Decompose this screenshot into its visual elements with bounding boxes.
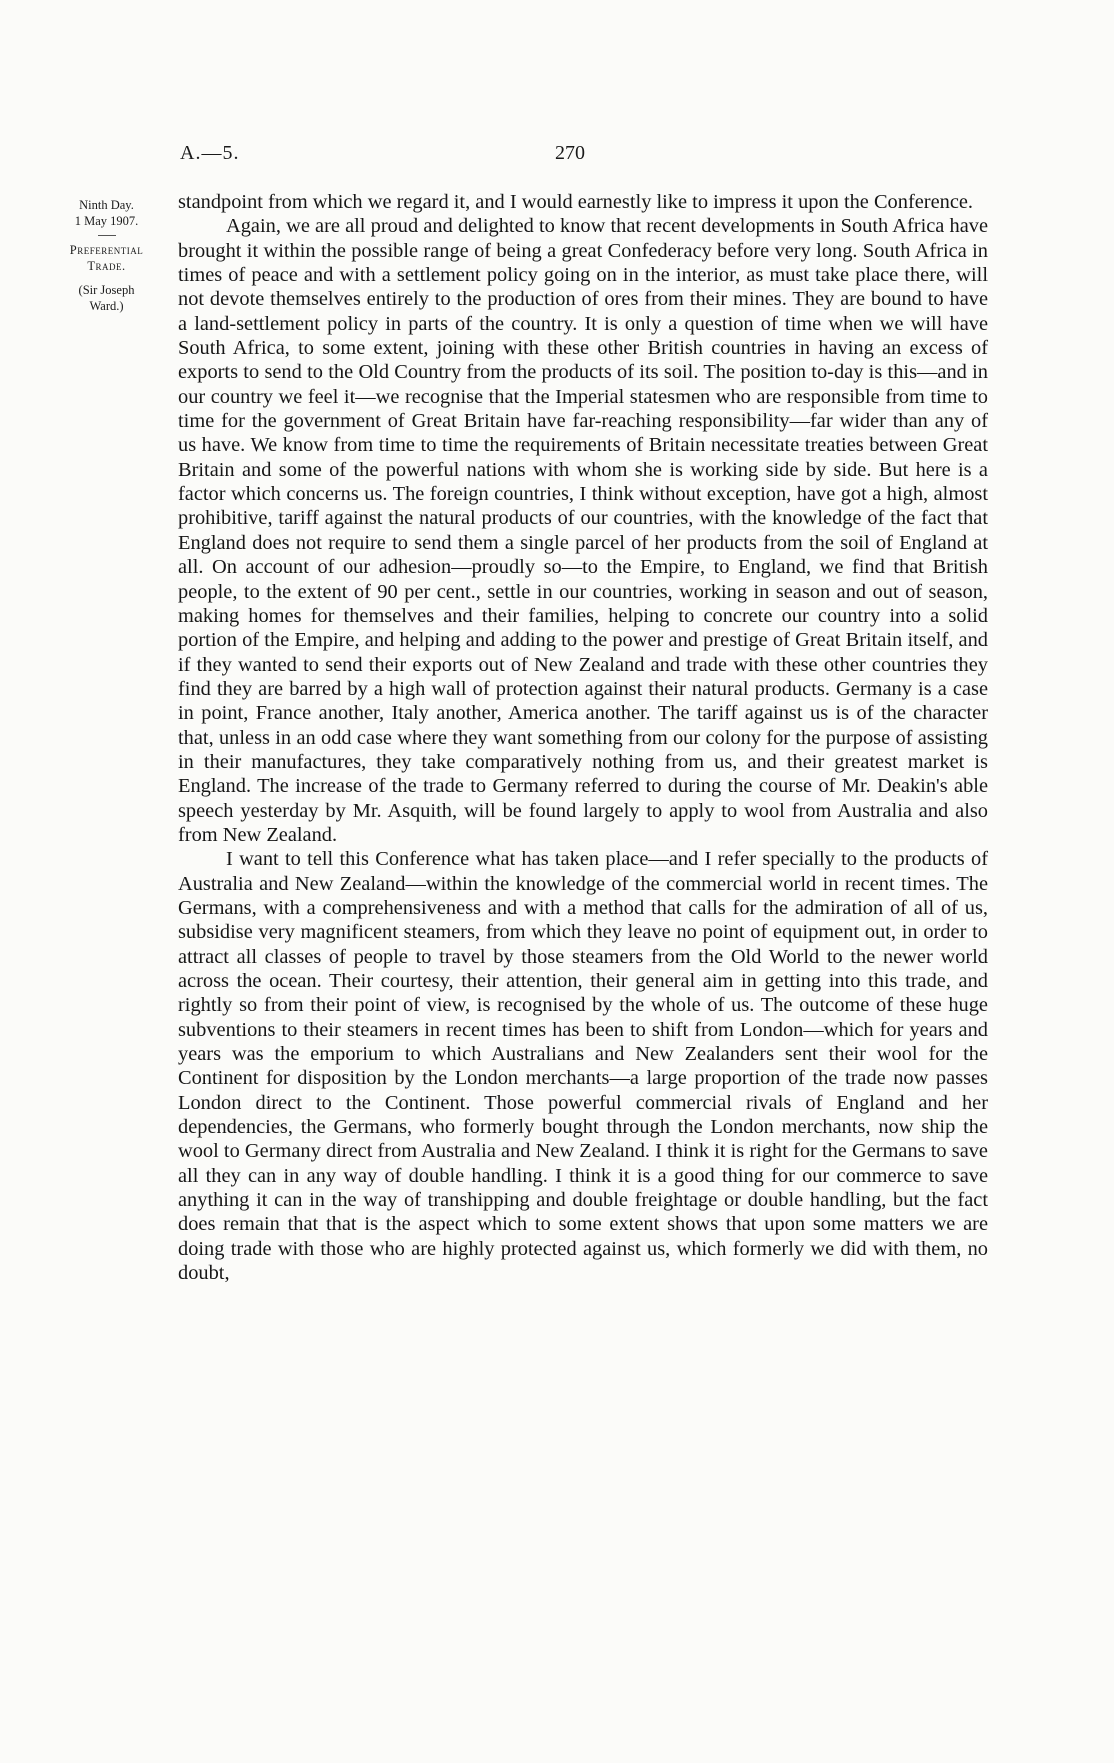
paragraph: I want to tell this Conference what has taken place—and I refer specially to the products of Australia and New Zealand—within the knowledge of the commercial world in recent times. The Germans, with a comprehensiveness and with a method that calls for the admiration of all of us, subsidise very magnificent steamers, from which they leave no point of equipment out, in order to attract all classes of people to travel by those steamers from the Old World to the newer world across the ocean. Their courtesy, their attention, their general aim in getting into this trade, and rightly so from their point of view, is recognised by the whole of us. The outcome of these huge subventions to their steamers in recent times has been to shift from London—which for years and years was the emporium to which Australians and New Zealanders sent their wool for the Continent for disposition by the London merchants—a large proportion of the trade now passes London direct to the Continent. Those powerful commercial rivals of England and her dependencies, the Germans, who formerly bought through the London merchants, now ship the wool to Germany direct from Australia and New Zealand. I think it is right for the Germans to save all they can in any way of double handling. I think it is a good thing for our commerce to save anything it can in the way of transhipping and double freightage or double handling, but the fact does remain that that is the aspect which to some extent shows that upon some matters we are doing trade with those who are highly protected against us, which formerly we did with them, no doubt, xyxy=(178,848,988,1285)
margin-subject-line2: Trade. xyxy=(87,259,126,273)
paragraph: standpoint from which we regard it, and I would earnestly like to impress it upon the Conference. xyxy=(178,191,974,213)
margin-day: Ninth Day. xyxy=(79,198,134,212)
margin-speaker-line2: Ward.) xyxy=(89,299,124,313)
margin-note xyxy=(44,197,169,314)
margin-divider xyxy=(98,235,116,236)
body-text xyxy=(178,190,988,1285)
page-number: 270 xyxy=(555,142,585,164)
page-header xyxy=(0,142,1114,172)
document-reference: A.—5. xyxy=(180,142,240,164)
margin-speaker-line1: (Sir Joseph xyxy=(78,283,135,297)
margin-date: 1 May 1907. xyxy=(74,214,139,228)
paragraph: Again, we are all proud and delighted to know that recent developments in South Africa have brought it within the possible range of being a great Confederacy before very long. South Africa in times of peace and with a settlement policy going on in the interior, as must take place there, will not devote themselves entirely to the production of ores from their mines. They are bound to have a land-settlement policy in parts of the country. It is only a question of time when we will have South Africa, to some extent, joining with these other British countries in having an excess of exports to send to the Old Country from the products of its soil. The position to-day is this—and in our country we feel it—we recognise that the Imperial statesmen who are responsible from time to time for the government of Great Britain have far-reaching responsibility—far wider than any of us have. We know from time to time the requirements of Britain necessitate treaties between Great Britain and some of the powerful nations with whom she is working side by side. But here is a factor which concerns us. The foreign countries, I think without exception, have got a high, almost prohibitive, tariff against the natural products of our countries, with the knowledge of the fact that England does not require to send them a single parcel of her products from the soil of England at all. On account of our adhesion—proudly so—to the Empire, to England, we find that British people, to the extent of 90 per cent., settle in our countries, working in season and out of season, making homes for themselves and their families, helping to concrete our country into a solid portion of the Empire, and helping and adding to the power and prestige of Great Britain itself, and if they wanted to send their exports out of New Zealand and trade with these other countries they find they are barred by a high wall of protection against their natural products. Germany is a case in point, France another, Italy another, America another. The tariff against us is of the character that, unless in an odd case where they want something from our colony for the purpose of assisting in their manufactures, they take comparatively nothing from us, and their greatest market is England. The increase of the trade to Germany referred to during the course of Mr. Deakin's able speech yesterday by Mr. Asquith, will be found largely to apply to wool from Australia and also from New Zealand. xyxy=(178,215,988,846)
margin-subject-line1: Preferential xyxy=(69,243,144,257)
